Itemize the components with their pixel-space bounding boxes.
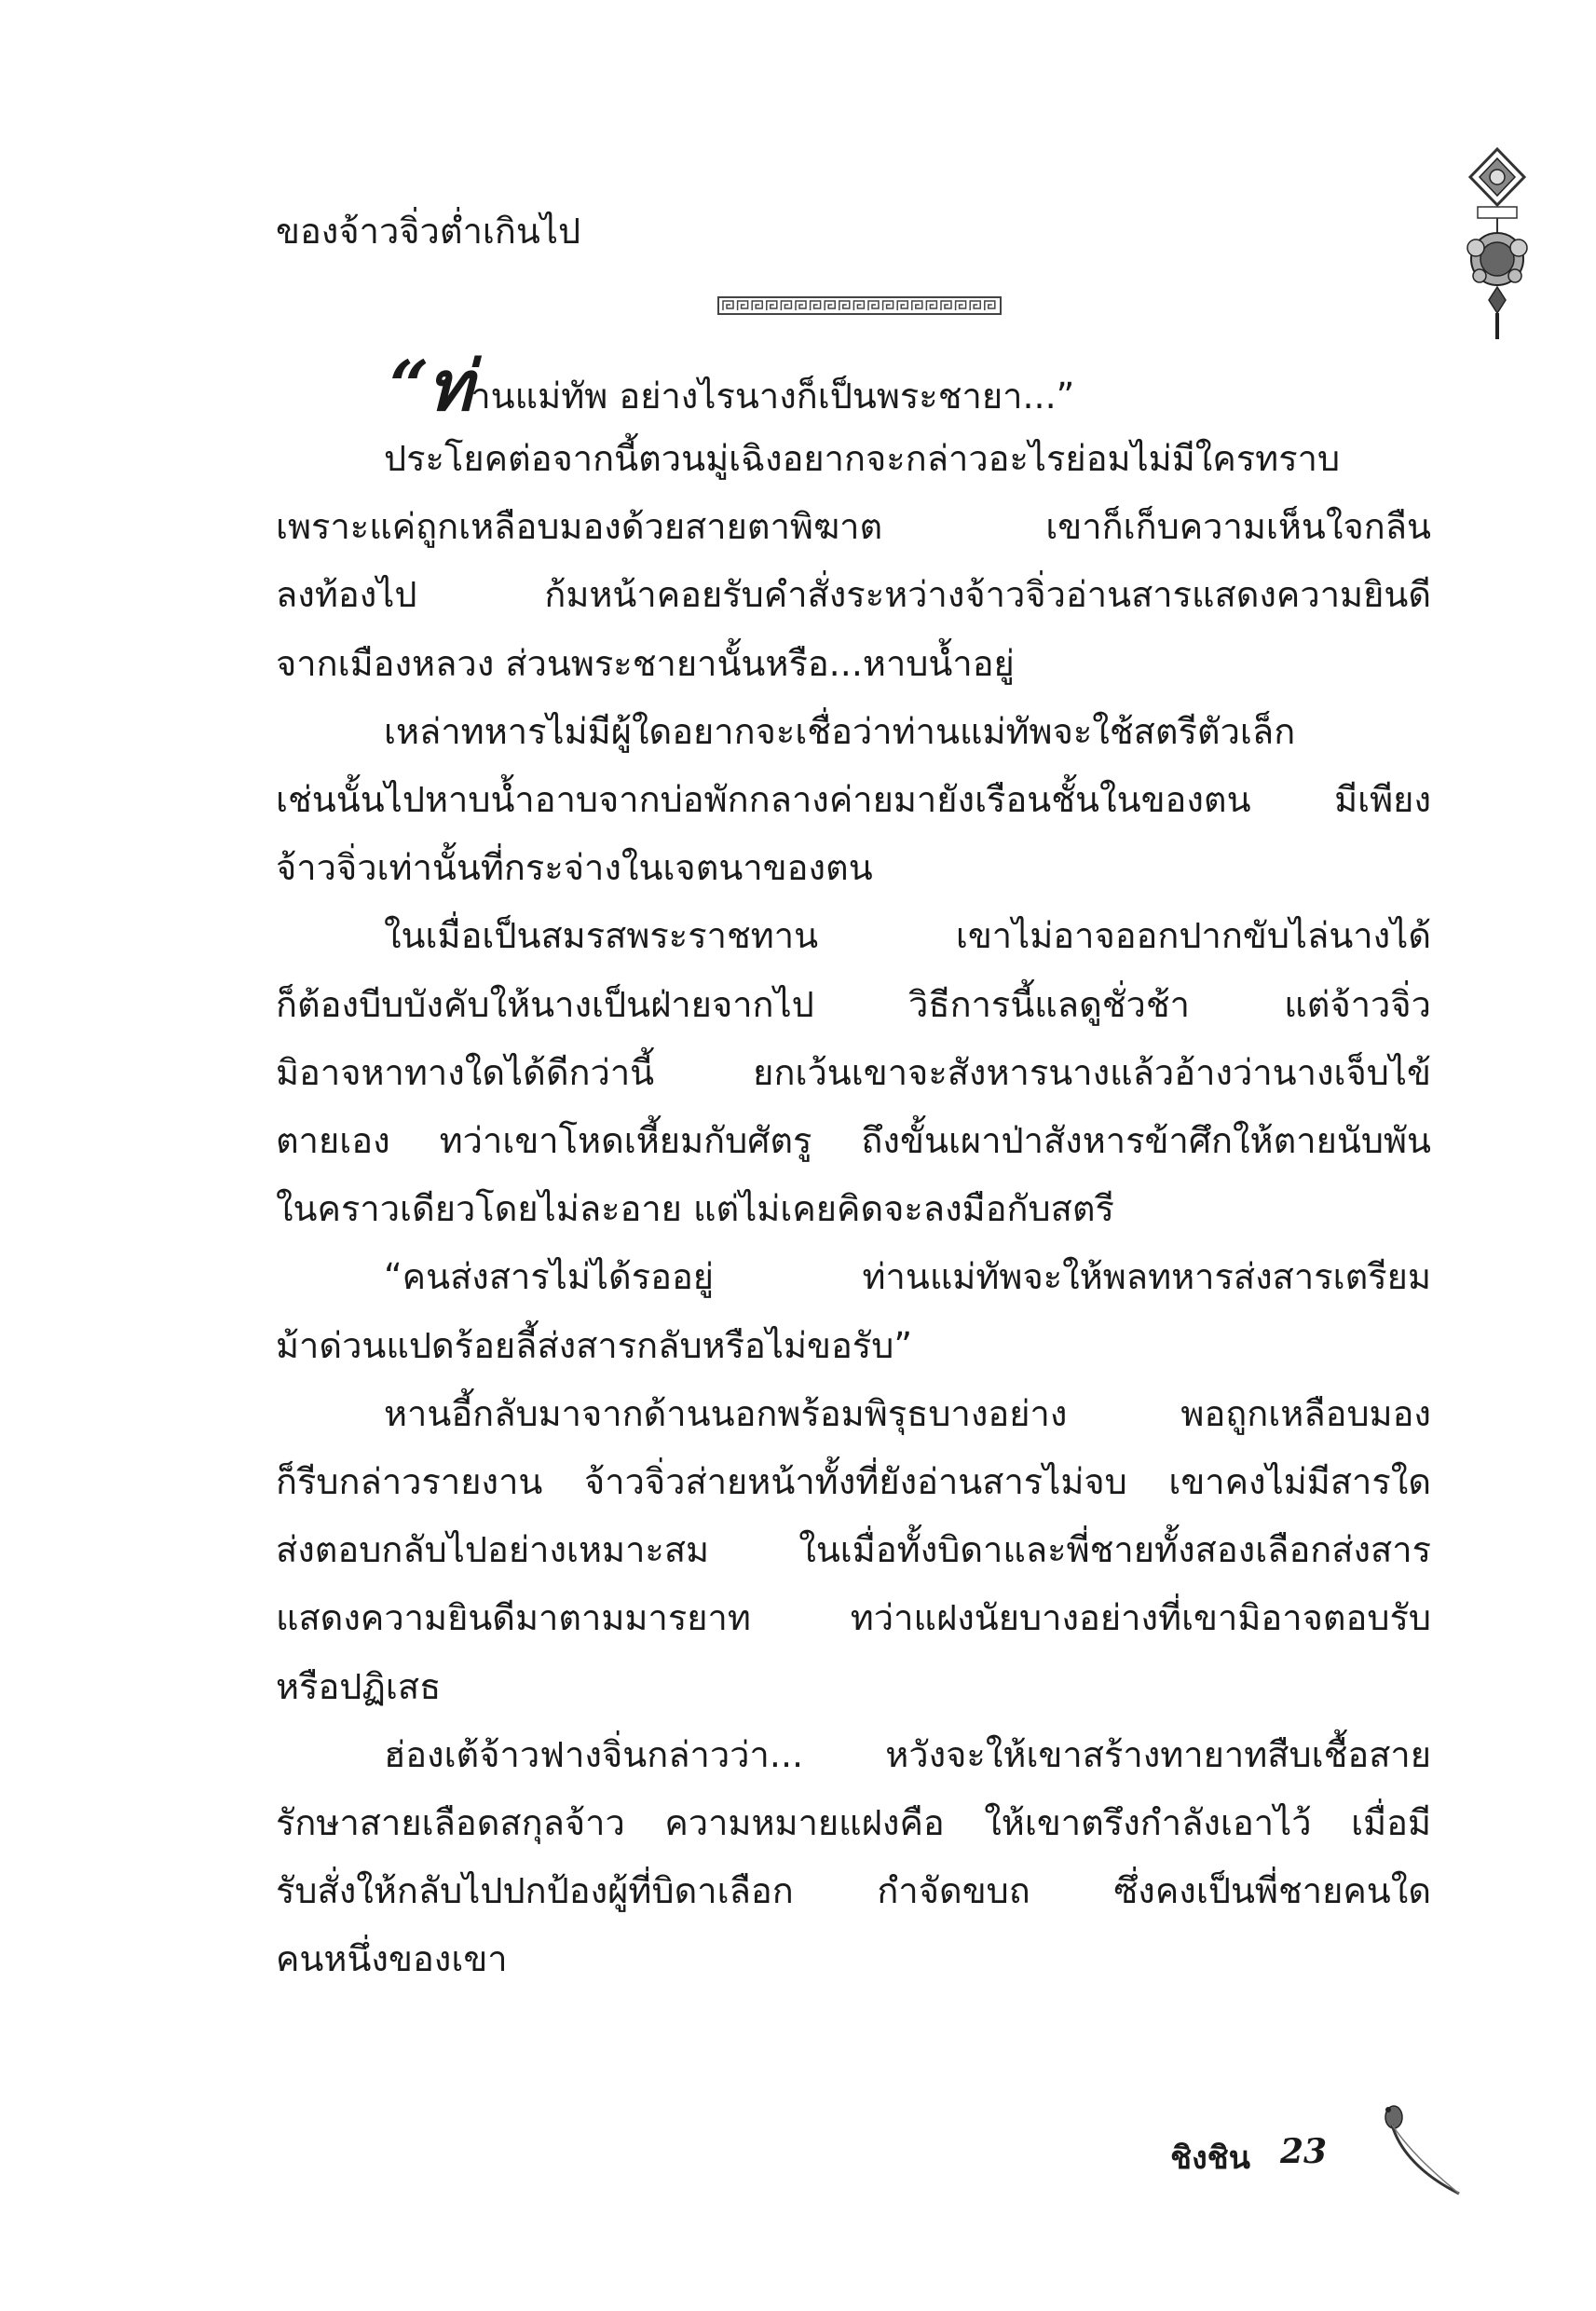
text-line: เพราะแค่ถูกเหลือบมองด้วยสายตาพิฆาต เขาก็เก็บความเห็นใจกลืน bbox=[276, 506, 1431, 548]
body-text bbox=[276, 425, 1431, 1994]
paragraph bbox=[276, 1721, 1431, 1994]
text-line: “คนส่งสารไม่ได้รออยู่ ท่านแม่ทัพจะให้พลทหารส่งสารเตรียม bbox=[384, 1256, 1431, 1298]
text-line: ก็ต้องบีบบังคับให้นางเป็นฝ่ายจากไป วิธีการนี้แลดูชั่วช้า แต่จ้าวจิ่ว bbox=[276, 983, 1431, 1025]
text-line: ส่งตอบกลับไปอย่างเหมาะสม ในเมื่อทั้งบิดาและพี่ชายทั้งสองเลือกส่งสาร bbox=[276, 1529, 1431, 1571]
text-line: หานอี้กลับมาจากด้านนอกพร้อมพิรุธบางอย่าง พอถูกเหลือบมอง bbox=[384, 1392, 1431, 1434]
text-line: ก็รีบกล่าวรายงาน จ้าวจิ่วส่ายหน้าทั้งที่ยังอ่านสารไม่จบ เขาคงไม่มีสารใด bbox=[276, 1461, 1431, 1503]
text-line: รับสั่งให้กลับไปปกป้องผู้ที่บิดาเลือก กำจัดขบถ ซึ่งคงเป็นพี่ชายคนใด bbox=[276, 1870, 1431, 1912]
text-line: จากเมืองหลวง ส่วนพระชายานั้นหรือ...หาบน้ำอยู่ bbox=[276, 642, 1015, 684]
quill-pen-icon bbox=[1379, 2104, 1463, 2197]
text-line: มิอาจหาทางใดได้ดีกว่านี้ ยกเว้นเขาจะสังหารนางแล้วอ้างว่านางเจ็บไข้ bbox=[276, 1051, 1431, 1093]
text-line: ในเมื่อเป็นสมรสพระราชทาน เขาไม่อาจออกปากขับไล่นางได้ bbox=[384, 915, 1431, 957]
paragraph bbox=[276, 902, 1431, 1243]
text-line: คนหนึ่งของเขา bbox=[276, 1938, 508, 1980]
book-title: ชิงชิน bbox=[1170, 2140, 1250, 2177]
text-line: หรือปฏิเสธ bbox=[276, 1665, 442, 1707]
text-line: จ้าวจิ่วเท่านั้นที่กระจ่างในเจตนาของตน bbox=[276, 847, 873, 889]
paragraph bbox=[276, 425, 1431, 698]
ornamental-emblem-icon bbox=[1459, 147, 1535, 343]
text-line: ฮ่องเต้จ้าวฟางจิ่นกล่าวว่า... หวังจะให้เขาสร้างทายาทสืบเชื้อสาย bbox=[384, 1733, 1431, 1775]
page-number: 23 bbox=[1280, 2132, 1328, 2171]
greek-key-divider-icon bbox=[717, 296, 1002, 315]
dropcap-rest: านแม่ทัพ อย่างไรนางก็เป็นพระชายา...” bbox=[471, 376, 1075, 417]
paragraph bbox=[276, 1380, 1431, 1721]
text-line: ประโยคต่อจากนี้ตวนมู่เฉิงอยากจะกล่าวอะไรย่อมไม่มีใครทราบ bbox=[384, 438, 1341, 479]
text-line: เช่นนั้นไปหาบน้ำอาบจากบ่อพักกลางค่ายมายังเรือนชั้นในของตน มีเพียง bbox=[276, 779, 1431, 821]
text-line: ในคราวเดียวโดยไม่ละอาย แต่ไม่เคยคิดจะลงมือกับสตรี bbox=[276, 1188, 1114, 1230]
text-line: ลงท้องไป ก้มหน้าคอยรับคำสั่งระหว่างจ้าวจิ่วอ่านสารแสดงความยินดี bbox=[276, 574, 1431, 616]
paragraph bbox=[276, 698, 1431, 903]
opening-line: ของจ้าวจิ่วต่ำเกินไป bbox=[276, 211, 581, 252]
text-line: ม้าด่วนแปดร้อยลี้ส่งสารกลับหรือไม่ขอรับ” bbox=[276, 1324, 913, 1366]
paragraph bbox=[276, 1243, 1431, 1379]
text-line: รักษาสายเลือดสกุลจ้าว ความหมายแฝงคือ ให้เขาตรึงกำลังเอาไว้ เมื่อมี bbox=[276, 1802, 1431, 1844]
text-line: แสดงความยินดีมาตามมารยาท ทว่าแฝงนัยบางอย่างที่เขามิอาจตอบรับ bbox=[276, 1597, 1431, 1639]
text-line: ตายเอง ทว่าเขาโหดเหี้ยมกับศัตรู ถึงขั้นเผาป่าสังหารข้าศึกให้ตายนับพัน bbox=[276, 1120, 1431, 1162]
text-line: เหล่าทหารไม่มีผู้ใดอยากจะเชื่อว่าท่านแม่ทัพจะใช้สตรีตัวเล็ก bbox=[384, 710, 1296, 752]
dropcap-letter: “ท่ bbox=[389, 347, 471, 427]
